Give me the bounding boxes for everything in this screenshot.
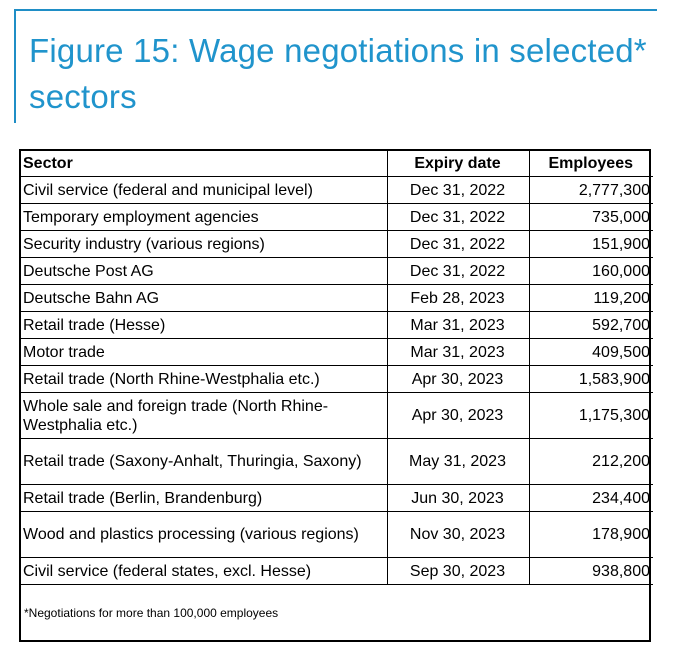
cell-employees: 1,175,300 bbox=[529, 393, 653, 439]
cell-expiry-date: Dec 31, 2022 bbox=[387, 177, 529, 204]
table-row bbox=[21, 204, 653, 231]
cell-sector: Civil service (federal and municipal level) bbox=[21, 177, 387, 204]
cell-employees: 409,500 bbox=[529, 339, 653, 366]
cell-expiry-date: Dec 31, 2022 bbox=[387, 204, 529, 231]
table-row bbox=[21, 366, 653, 393]
cell-sector: Retail trade (Berlin, Brandenburg) bbox=[21, 485, 387, 512]
cell-employees: 119,200 bbox=[529, 285, 653, 312]
cell-employees: 178,900 bbox=[529, 512, 653, 558]
table-row bbox=[21, 439, 653, 485]
cell-expiry-date: Apr 30, 2023 bbox=[387, 366, 529, 393]
cell-expiry-date: Sep 30, 2023 bbox=[387, 558, 529, 585]
table-row bbox=[21, 285, 653, 312]
cell-employees: 735,000 bbox=[529, 204, 653, 231]
header-expiry-date: Expiry date bbox=[387, 151, 529, 177]
table-header-row bbox=[21, 151, 653, 177]
cell-employees: 212,200 bbox=[529, 439, 653, 485]
cell-sector: Deutsche Post AG bbox=[21, 258, 387, 285]
cell-employees: 2,777,300 bbox=[529, 177, 653, 204]
cell-employees: 160,000 bbox=[529, 258, 653, 285]
table-row bbox=[21, 231, 653, 258]
cell-employees: 938,800 bbox=[529, 558, 653, 585]
cell-employees: 234,400 bbox=[529, 485, 653, 512]
cell-sector: Temporary employment agencies bbox=[21, 204, 387, 231]
table-row bbox=[21, 312, 653, 339]
table-row bbox=[21, 393, 653, 439]
cell-expiry-date: Apr 30, 2023 bbox=[387, 393, 529, 439]
cell-expiry-date: Jun 30, 2023 bbox=[387, 485, 529, 512]
header-sector: Sector bbox=[21, 151, 387, 177]
wage-negotiations-table bbox=[21, 151, 653, 585]
cell-sector: Deutsche Bahn AG bbox=[21, 285, 387, 312]
table-footnote: *Negotiations for more than 100,000 employees bbox=[24, 606, 279, 620]
cell-expiry-date: Mar 31, 2023 bbox=[387, 312, 529, 339]
table-row bbox=[21, 339, 653, 366]
table-row bbox=[21, 177, 653, 204]
cell-employees: 1,583,900 bbox=[529, 366, 653, 393]
title-left-rule bbox=[14, 9, 16, 123]
table-row bbox=[21, 558, 653, 585]
cell-expiry-date: Feb 28, 2023 bbox=[387, 285, 529, 312]
cell-employees: 151,900 bbox=[529, 231, 653, 258]
cell-sector: Whole sale and foreign trade (North Rhine-Westphalia etc.) bbox=[21, 393, 387, 439]
table-row bbox=[21, 485, 653, 512]
cell-expiry-date: Dec 31, 2022 bbox=[387, 258, 529, 285]
header-employees: Employees bbox=[529, 151, 653, 177]
table-row bbox=[21, 512, 653, 558]
cell-expiry-date: Nov 30, 2023 bbox=[387, 512, 529, 558]
cell-sector: Security industry (various regions) bbox=[21, 231, 387, 258]
cell-sector: Motor trade bbox=[21, 339, 387, 366]
cell-sector: Civil service (federal states, excl. Hesse) bbox=[21, 558, 387, 585]
cell-sector: Retail trade (Hesse) bbox=[21, 312, 387, 339]
title-top-rule bbox=[14, 9, 657, 11]
wage-table-frame bbox=[19, 149, 651, 642]
cell-sector: Wood and plastics processing (various regions) bbox=[21, 512, 387, 558]
figure-title: Figure 15: Wage negotiations in selected* sectors bbox=[29, 32, 647, 115]
table-row bbox=[21, 258, 653, 285]
cell-sector: Retail trade (Saxony-Anhalt, Thuringia, Saxony) bbox=[21, 439, 387, 485]
cell-sector: Retail trade (North Rhine-Westphalia etc.) bbox=[21, 366, 387, 393]
cell-expiry-date: Dec 31, 2022 bbox=[387, 231, 529, 258]
cell-expiry-date: May 31, 2023 bbox=[387, 439, 529, 485]
cell-expiry-date: Mar 31, 2023 bbox=[387, 339, 529, 366]
cell-employees: 592,700 bbox=[529, 312, 653, 339]
